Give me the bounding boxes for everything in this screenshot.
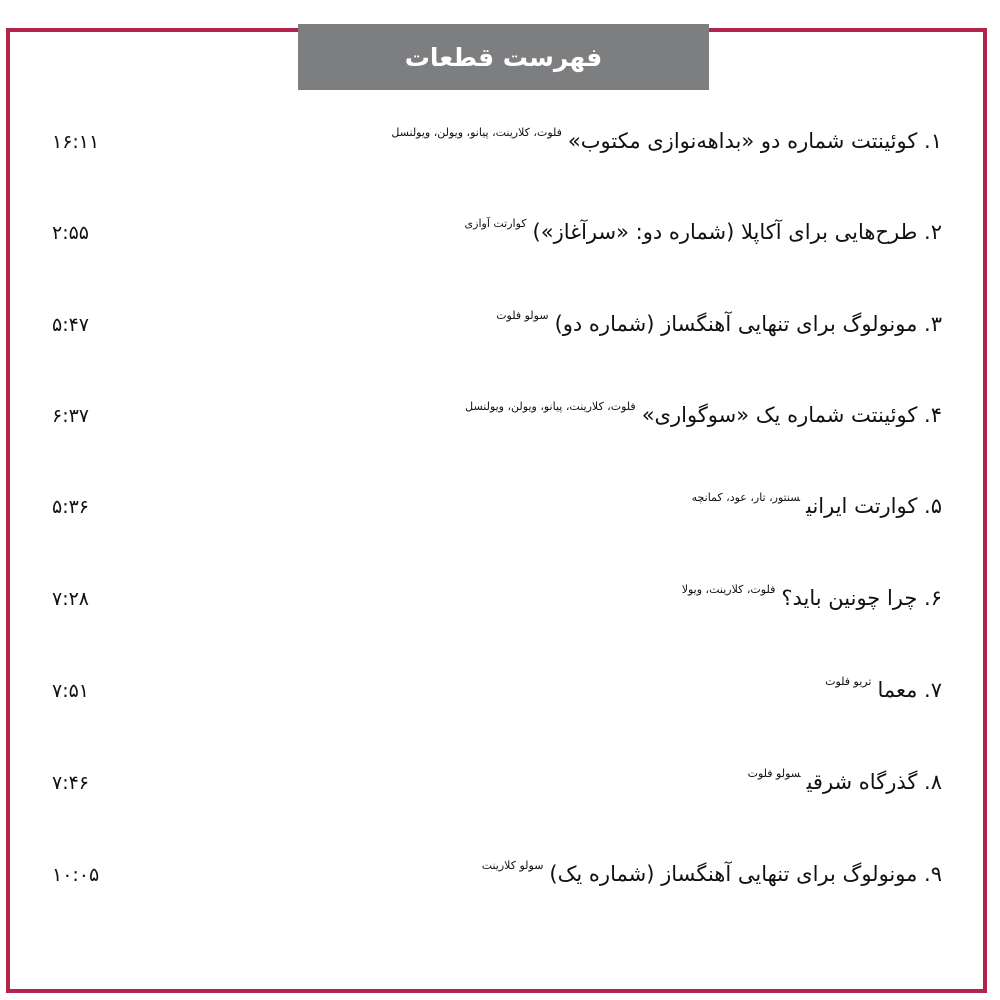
track-instruments: فلوت، کلارینت، پیانو، ویولن، ویولنسل: [465, 400, 636, 413]
track-title-line: [748, 760, 942, 796]
track-title: ۲. طرح‌هایی برای آکاپلا (شماره دو: «سرآغاز»): [532, 220, 942, 244]
track-row: [0, 664, 1000, 704]
track-row: [0, 848, 1000, 888]
track-row: [0, 206, 1000, 246]
track-instruments: سولو فلوت: [496, 309, 549, 322]
track-duration: ۲:۵۵: [52, 222, 90, 244]
track-duration: ۵:۴۷: [52, 314, 90, 336]
track-title-line: [482, 852, 942, 888]
track-duration: ۵:۳۶: [52, 496, 90, 518]
track-title: ۵. کوارتت ایرانی: [806, 494, 942, 518]
track-instruments: سولو کلارینت: [481, 859, 544, 872]
track-duration: ۷:۲۸: [52, 588, 90, 610]
track-row: [0, 298, 1000, 338]
track-title: ۷. معما: [877, 678, 942, 702]
track-title: ۳. مونولوگ برای تنهایی آهنگساز (شماره دو): [554, 312, 942, 336]
page-title: [298, 24, 709, 90]
track-instruments: تریو فلوت: [825, 675, 872, 688]
track-instruments: فلوت، کلارینت، ویولا: [681, 583, 776, 596]
track-title-line: [496, 302, 942, 338]
track-title-line: [391, 119, 942, 155]
track-duration: ۷:۴۶: [52, 772, 90, 794]
track-row: [0, 115, 1000, 155]
track-row: [0, 572, 1000, 612]
track-title: ۶. چرا چونین باید؟: [781, 586, 942, 610]
track-title-line: [465, 210, 942, 246]
track-title-line: [692, 484, 942, 520]
track-instruments: فلوت، کلارینت، پیانو، ویولن، ویولنسل: [391, 126, 562, 139]
track-title: ۱. کوئینتت شماره دو «بداهه‌نوازی مکتوب»: [567, 129, 942, 153]
track-instruments: کوارتت آوازی: [464, 217, 527, 230]
track-instruments: سولو فلوت: [747, 767, 801, 780]
track-duration: ۶:۳۷: [52, 405, 90, 427]
track-title-line: [682, 576, 942, 612]
track-title: ۹. مونولوگ برای تنهایی آهنگساز (شماره یک): [549, 862, 942, 886]
track-duration: ۷:۵۱: [52, 680, 90, 702]
track-instruments: سنتور، تار، عود، کمانچه: [691, 491, 801, 504]
track-title: ۴. کوئینتت شماره یک «سوگواری»: [641, 403, 942, 427]
track-duration: ۱۰:۰۵: [52, 864, 100, 886]
track-row: [0, 389, 1000, 429]
track-row: [0, 480, 1000, 520]
page-title-text: فهرست قطعات: [404, 42, 603, 72]
track-title-line: [825, 668, 942, 704]
track-row: [0, 756, 1000, 796]
track-title-line: [465, 393, 942, 429]
track-duration: ۱۶:۱۱: [52, 131, 100, 153]
track-title: ۸. گذرگاه شرقی: [806, 770, 942, 794]
